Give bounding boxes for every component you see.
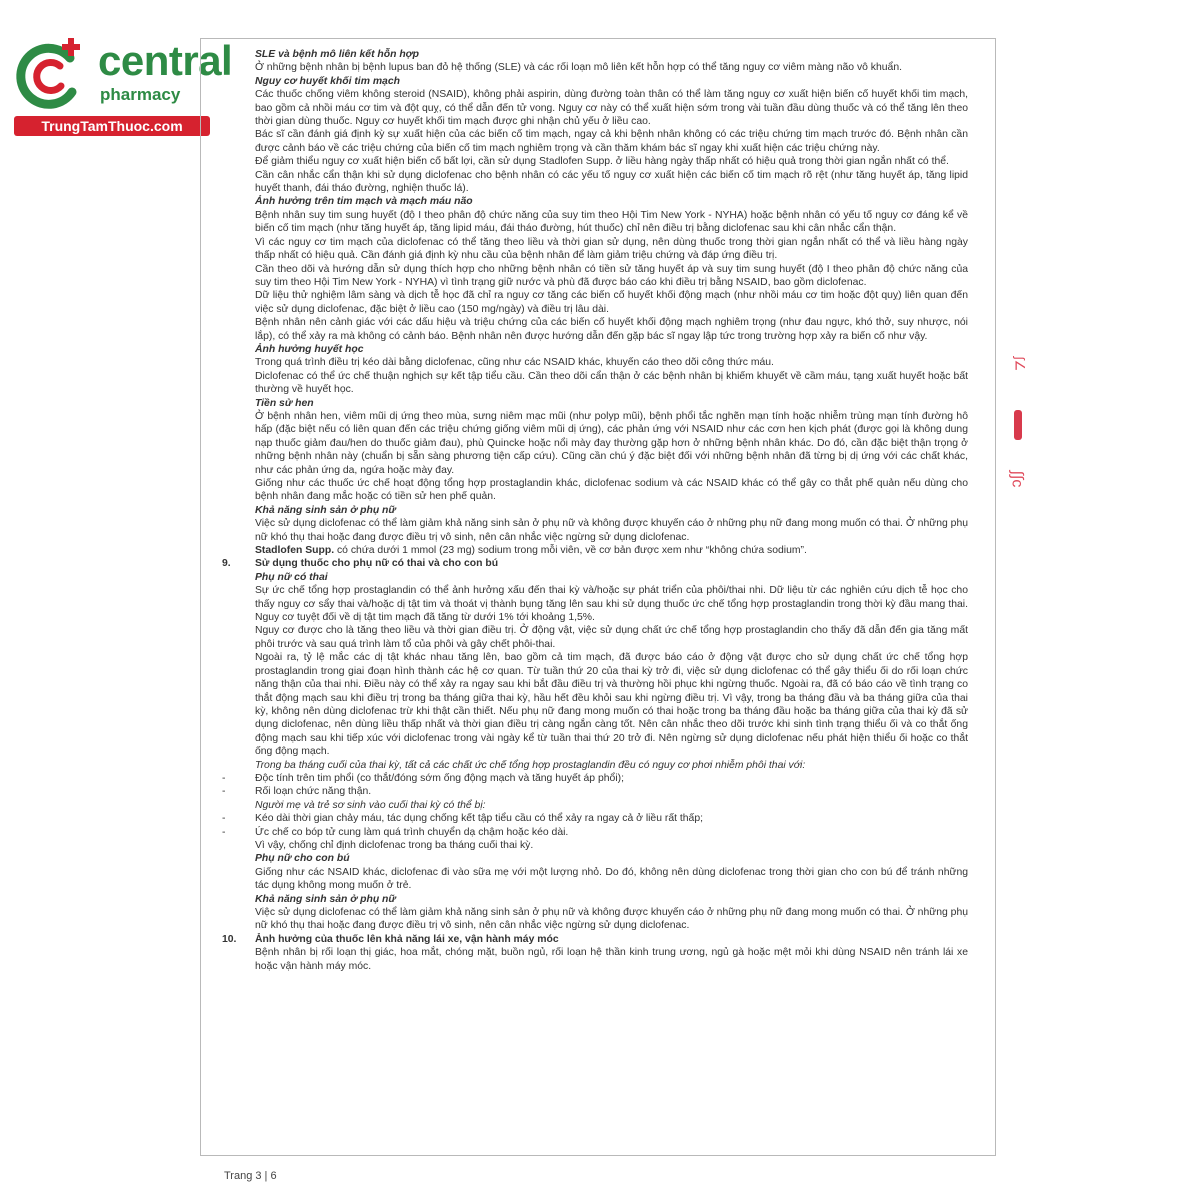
- section-heading: Phụ nữ cho con bú: [255, 853, 350, 865]
- paragraph: Ngoài ra, tỷ lệ mắc các dị tật khác nhau tăng lên, bao gồm cả tim mạch, đã được báo cáo ở động vật được cho sử dụng chất ức chế tổng hợp prostaglandin trong giai đoạn hình thành các hệ cơ quan. Từ tuần thứ 20 của thai kỳ trở đi, việc sử dụng diclofenac có thể gây thiểu ối do rối loạn chức năng thận của thai nhi. Điều này có thể xảy ra ngay sau khi bắt đầu điều trị và thường hồi phục khi ngừng thuốc. Ngoài ra, đã có báo cáo về tình trạng co thắt động mạch sau khi điều trị trong ba tháng giữa thai kỳ, hầu hết đều khỏi sau khi ngừng điều trị. Vì vậy, trong ba tháng đầu và ba tháng giữa của thai kỳ, không nên dùng diclofenac trừ khi thật cần thiết. Nếu phụ nữ đang mong muốn có thai hoặc trong ba tháng đầu hoặc ba tháng giữa của thai kỳ đã sử dụng diclofenac, nên dùng liều thấp nhất và thời gian điều trị càng ngắn càng tốt. Nên cân nhắc theo dõi trước khi sinh tình trạng thiểu ối và co thắt ống động mạch sau khi tiếp xúc với diclofenac trong vài ngày kể từ tuần thai thứ 20 trở đi. Nên ngừng sử dụng diclofenac nếu phát hiện thiểu ối hoặc co thắt ống động mạch.: [255, 652, 968, 758]
- section-heading: SLE và bệnh mô liên kết hỗn hợp: [255, 49, 420, 60]
- paragraph: Bệnh nhân suy tim sung huyết (độ I theo phân độ chức năng của suy tim theo Hội Tim New York - NYHA) hoặc bệnh nhân có yếu tố nguy cơ đáng kể về biến cố tim mạch (như tăng huyết áp, tăng lipid máu, đái tháo đường, hút thuốc) chỉ nên điều trị bằng diclofenac sau khi cân nhắc cẩn thận.: [255, 209, 968, 235]
- central-pharmacy-logo: [8, 32, 233, 142]
- paragraph: Cần cân nhắc cẩn thận khi sử dụng diclofenac cho bệnh nhân có các yếu tố nguy cơ xuất hiện các biến cố tim mạch rõ rệt (như tăng huyết áp, tăng lipid huyết thanh, đái tháo đường, nghiện thuốc lá).: [255, 169, 968, 195]
- red-stamp-bar: [1014, 410, 1022, 440]
- bullet-text: Độc tính trên tim phổi (co thắt/đóng sớm ống động mạch và tăng huyết áp phổi);: [255, 772, 624, 784]
- paragraph: Trong quá trình điều trị kéo dài bằng diclofenac, cũng như các NSAID khác, khuyến cáo theo dõi công thức máu.: [255, 357, 774, 369]
- bullet-text: Kéo dài thời gian chảy máu, tác dụng chống kết tập tiểu cầu có thể xảy ra ngay cả ở liều rất thấp;: [255, 813, 703, 825]
- bullet-item: [222, 826, 968, 839]
- paragraph-text: có chứa dưới 1 mmol (23 mg) sodium trong mỗi viên, về cơ bản được xem như “không chứa sodium”.: [334, 545, 807, 557]
- paragraph: Để giảm thiểu nguy cơ xuất hiện biến cố bất lợi, cần sử dụng Stadlofen Supp. ở liều hàng ngày thấp nhất có hiệu quả trong thời gian ngắn nhất có thể.: [255, 156, 949, 168]
- document-body: [222, 48, 968, 973]
- section-heading: Tiền sử hen: [255, 397, 314, 409]
- paragraph: Ở bệnh nhân hen, viêm mũi dị ứng theo mùa, sưng niêm mạc mũi (như polyp mũi), bệnh phổi tắc nghẽn mạn tính hoặc nhiễm trùng mạn tính đường hô hấp (đặc biệt nếu có liên quan đến các triệu chứng giống viêm mũi dị ứng), các phản ứng với NSAID như các cơn hen kịch phát (được gọi là không dung nạp thuốc giảm đau/hen do thuốc giảm đau), phù Quincke hoặc nổi mày đay thường gặp hơn ở những bệnh nhân khác. Do đó, cần đặc biệt thận trọng ở những bệnh nhân này (chuẩn bị sẵn sàng phương tiện cấp cứu). Cũng cần chú ý đặc biệt đối với những bệnh nhân đã từng bị dị ứng với các chất khác, như các phản ứng da, ngứa hoặc mày đay.: [255, 410, 968, 476]
- bullet-dash: -: [222, 826, 226, 838]
- bullet-item: [222, 812, 968, 825]
- paragraph: Giống như các NSAID khác, diclofenac đi vào sữa mẹ với một lượng nhỏ. Do đó, không nên dùng diclofenac trong thời gian cho con bú để tránh những tác dụng không mong muốn ở trẻ.: [255, 866, 968, 892]
- bullet-dash: -: [222, 813, 226, 825]
- paragraph: Vì các nguy cơ tim mạch của diclofenac có thể tăng theo liều và thời gian sử dụng, nên dùng thuốc trong thời gian ngắn nhất có thể và liều hàng ngày thấp nhất có hiệu quả. Cần đánh giá định kỳ nhu cầu của bệnh nhân để làm giảm triệu chứng và đáp ứng điều trị.: [255, 236, 968, 262]
- paragraph: Cần theo dõi và hướng dẫn sử dụng thích hợp cho những bệnh nhân có tiền sử tăng huyết áp và suy tim sung huyết (độ I theo phân độ chức năng của suy tim theo Hội Tim New York - NYHA) vì tình trạng giữ nước và phù đã được báo cáo khi điều trị bằng NSAID, bao gồm diclofenac.: [255, 263, 968, 288]
- numbered-section-heading: [222, 933, 968, 946]
- red-stamp-mark: ʃ∠: [1012, 356, 1028, 372]
- section-number: 9.: [222, 558, 231, 570]
- paragraph: Bác sĩ cần đánh giá định kỳ sự xuất hiện của các biến cố tim mạch, ngay cả khi bệnh nhân không có các triệu chứng tim mạch trước đó. Bệnh nhân cần được cảnh báo về các triệu chứng của biến cố tim mạch nghiêm trọng và cần thăm khám bác sĩ ngay khi xuất hiện các triệu chứng này.: [255, 129, 968, 154]
- paragraph: Dữ liệu thử nghiệm lâm sàng và dịch tễ học đã chỉ ra nguy cơ tăng các biến cố huyết khối động mạch (như nhồi máu cơ tim hoặc đột quỵ) liên quan đến việc sử dụng diclofenac, đặc biệt ở liều cao (150 mg/ngày) và điều trị lâu dài.: [255, 290, 968, 315]
- bullet-item: [222, 772, 968, 785]
- section-title: Ảnh hưởng của thuốc lên khả năng lái xe, vận hành máy móc: [255, 933, 559, 945]
- section-heading: Phụ nữ có thai: [255, 571, 328, 583]
- section-heading: Nguy cơ huyết khối tim mạch: [255, 75, 400, 87]
- section-heading: Ảnh hưởng huyết học: [255, 343, 364, 355]
- section-heading: Ảnh hưởng trên tim mạch và mạch máu não: [255, 196, 473, 208]
- bullet-item: [222, 785, 968, 798]
- bullet-dash: -: [222, 786, 226, 798]
- paragraph: Vì vậy, chống chỉ định diclofenac trong ba tháng cuối thai kỳ.: [255, 839, 534, 851]
- paragraph: Việc sử dụng diclofenac có thể làm giảm khả năng sinh sản ở phụ nữ và không được khuyến cáo ở những phụ nữ đang mong muốn có thai. Ở những phụ nữ khó thụ thai hoặc đang được điều trị vô sinh, nên cân nhắc việc ngừng sử dụng diclofenac.: [255, 907, 968, 932]
- section-number: 10.: [222, 933, 237, 945]
- central-logo-icon: [12, 36, 92, 116]
- paragraph: Bệnh nhân nên cảnh giác với các dấu hiệu và triệu chứng của các biến cố huyết khối động mạch nghiêm trọng (như đau ngực, khó thở, suy nhược, nói lắp), có thể xảy ra mà không có cảnh báo. Bệnh nhân nên được hướng dẫn đến gặp bác sĩ ngay lập tức trong trường hợp xảy ra biến cố như vậy.: [255, 317, 968, 342]
- logo-subtitle: pharmacy: [100, 85, 181, 104]
- product-name: Stadlofen Supp.: [255, 545, 335, 557]
- bullet-dash: -: [222, 772, 226, 784]
- section-heading: Khả năng sinh sản ở phụ nữ: [255, 504, 396, 516]
- paragraph: Việc sử dụng diclofenac có thể làm giảm khả năng sinh sản ở phụ nữ và không được khuyến cáo ở những phụ nữ đang mong muốn có thai. Ở những phụ nữ khó thụ thai hoặc đang được điều trị vô sinh, nên cân nhắc việc ngừng sử dụng diclofenac.: [255, 518, 968, 543]
- logo-site-link[interactable]: TrungTamThuoc.com: [14, 116, 210, 136]
- italic-intro: Trong ba tháng cuối của thai kỳ, tất cả các chất ức chế tổng hợp prostaglandin đều có nguy cơ phơi nhiễm phôi thai với:: [255, 759, 806, 771]
- paragraph: Nguy cơ được cho là tăng theo liều và thời gian điều trị. Ở động vật, việc sử dụng chất ức chế tổng hợp prostaglandin cho thấy đã dẫn đến gia tăng mất phôi trước và sau quá trình làm tổ của phôi và gây chết phôi-thai.: [255, 625, 968, 650]
- italic-intro: Người mẹ và trẻ sơ sinh vào cuối thai kỳ có thể bị:: [255, 799, 486, 811]
- bullet-text: Ức chế co bóp tử cung làm quá trình chuyển dạ chậm hoặc kéo dài.: [255, 826, 569, 838]
- red-stamp-mark-2: ∫∫c: [1008, 470, 1026, 488]
- numbered-section-heading: [222, 557, 968, 570]
- paragraph: Giống như các thuốc ức chế hoạt động tổng hợp prostaglandin khác, diclofenac sodium và các NSAID khác có thể gây co thắt phế quản nếu dùng cho bệnh nhân đang mắc hoặc có tiền sử hen phế quản.: [255, 478, 968, 503]
- paragraph: Diclofenac có thể ức chế thuận nghịch sự kết tập tiểu cầu. Cần theo dõi cẩn thận ở các bệnh nhân bị khiếm khuyết về cầm máu, tạng xuất huyết hoặc bất thường về huyết học.: [255, 370, 968, 396]
- section-heading: Khả năng sinh sản ở phụ nữ: [255, 893, 396, 905]
- paragraph: [222, 544, 968, 557]
- bullet-text: Rối loạn chức năng thận.: [255, 786, 372, 798]
- paragraph: Bệnh nhân bị rối loạn thị giác, hoa mắt, chóng mặt, buồn ngủ, rối loạn hệ thần kinh trung ương, ngủ gà hoặc mệt mỏi khi dùng NSAID nên tránh lái xe hoặc vận hành máy móc.: [255, 947, 968, 972]
- paragraph: Sự ức chế tổng hợp prostaglandin có thể ảnh hưởng xấu đến thai kỳ và/hoặc sự phát triển của phôi/thai nhi. Dữ liệu từ các nghiên cứu dịch tễ học cho thấy nguy cơ sẩy thai và/hoặc dị tật tim và thoát vị thành bụng tăng lên sau khi sử dụng thuốc ức chế tổng hợp prostaglandin trong thời kỳ đầu mang thai. Nguy cơ tuyệt đối về dị tật tim mạch đã tăng từ dưới 1% tới khoảng 1,5%.: [255, 585, 968, 624]
- section-title: Sử dụng thuốc cho phụ nữ có thai và cho con bú: [255, 558, 499, 570]
- page-number: Trang 3 | 6: [224, 1170, 277, 1182]
- paragraph: Các thuốc chống viêm không steroid (NSAID), không phải aspirin, dùng đường toàn thân có thể làm tăng nguy cơ xuất hiện biến cố huyết khối tim mạch, bao gồm cả nhồi máu cơ tim và đột quỵ, có thể dẫn đến tử vong. Nguy cơ này có thể xuất hiện sớm trong vài tuần đầu dùng thuốc và có thể tăng lên theo thời gian dùng thuốc. Nguy cơ huyết khối tim mạch được ghi nhận chủ yếu ở liều cao.: [255, 89, 968, 128]
- paragraph: Ở những bệnh nhân bị bệnh lupus ban đỏ hệ thống (SLE) và các rối loạn mô liên kết hỗn hợp có thể tăng nguy cơ viêm màng não vô khuẩn.: [255, 62, 903, 74]
- logo-brand: central: [98, 37, 233, 84]
